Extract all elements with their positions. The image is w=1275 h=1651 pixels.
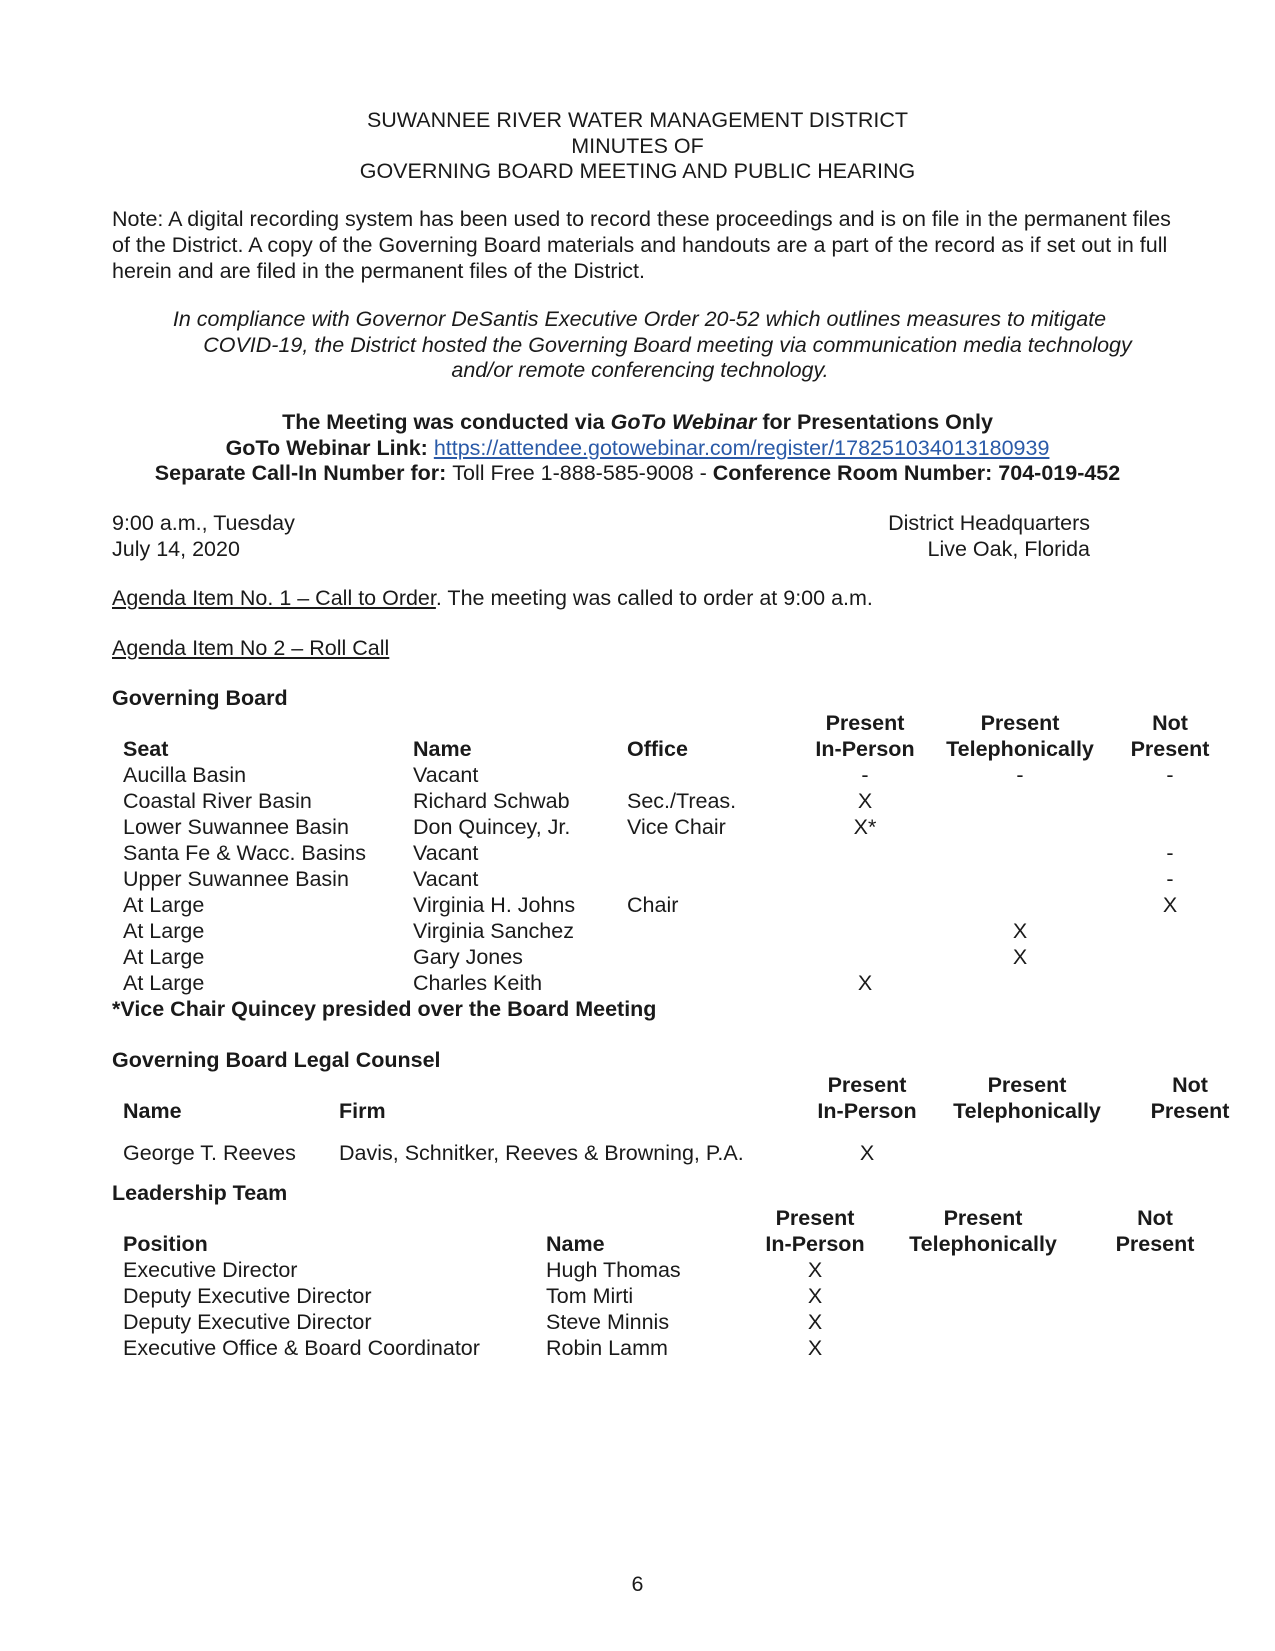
callin-number: Toll Free 1-888-585-9008 - — [452, 461, 713, 485]
webinar-text-c: for Presentations Only — [756, 410, 993, 434]
gb-name: Virginia Sanchez — [413, 919, 574, 943]
gb-seat: At Large — [123, 919, 205, 943]
lt-header-not-1: Not — [1137, 1206, 1173, 1230]
leadership-heading: Leadership Team — [112, 1181, 288, 1205]
gb-header-inperson-1: Present — [825, 711, 905, 735]
gb-name: Don Quincey, Jr. — [413, 815, 571, 839]
gb-inperson: X — [857, 971, 873, 995]
gb-office: Chair — [627, 893, 679, 917]
lt-inperson: X — [807, 1258, 823, 1282]
covid-line-3: and/or remote conferencing technology. — [451, 358, 829, 382]
conference-room-number: Conference Room Number: 704-019-452 — [712, 461, 1121, 485]
district-title: SUWANNEE RIVER WATER MANAGEMENT DISTRICT — [366, 108, 909, 132]
agenda-item-1-title: Agenda Item No. 1 – Call to Order — [112, 586, 436, 610]
gb-name: Vacant — [413, 841, 479, 865]
lt-name: Tom Mirti — [546, 1284, 634, 1308]
page-number: 6 — [631, 1572, 644, 1596]
gb-header-office: Office — [627, 737, 688, 761]
lc-header-tele-2: Telephonically — [953, 1099, 1101, 1123]
gb-name: Gary Jones — [413, 945, 523, 969]
callin-label: Separate Call-In Number for: — [154, 461, 453, 485]
meeting-date: July 14, 2020 — [112, 537, 240, 561]
gb-footnote: *Vice Chair Quincey presided over the Board Meeting — [112, 997, 657, 1021]
gb-seat: At Large — [123, 945, 205, 969]
gb-seat: Lower Suwannee Basin — [123, 815, 349, 839]
lt-position: Deputy Executive Director — [123, 1284, 372, 1308]
lc-header-tele-1: Present — [987, 1073, 1067, 1097]
lt-position: Executive Director — [123, 1258, 298, 1282]
recording-note: Note: A digital recording system has been used to record these proceedings and is on file in the permanent files of the District. A copy of the Governing Board materials and handouts are a part of the record as if set out in full herein and are filed in the permanent files of the District. — [112, 207, 1171, 283]
lc-header-name: Name — [123, 1099, 182, 1123]
lt-header-name: Name — [546, 1232, 605, 1256]
webinar-line — [0, 409, 1275, 435]
callin-line — [0, 460, 1275, 486]
meeting-location-1: District Headquarters — [888, 511, 1090, 535]
agenda-item-2-title: Agenda Item No 2 – Roll Call — [112, 636, 390, 660]
lt-header-tele-2: Telephonically — [909, 1232, 1057, 1256]
agenda-item-1 — [112, 585, 873, 611]
lt-header-not-2: Present — [1115, 1232, 1195, 1256]
gb-header-seat: Seat — [123, 737, 169, 761]
lt-header-tele-1: Present — [943, 1206, 1023, 1230]
meeting-title: GOVERNING BOARD MEETING AND PUBLIC HEARING — [359, 159, 916, 183]
lt-position: Deputy Executive Director — [123, 1310, 372, 1334]
lc-header-inperson-1: Present — [827, 1073, 907, 1097]
gb-tele: X — [1012, 919, 1028, 943]
gb-seat: At Large — [123, 893, 205, 917]
lc-header-not-2: Present — [1150, 1099, 1230, 1123]
gb-not: - — [1166, 841, 1174, 865]
gb-name: Vacant — [413, 763, 479, 787]
lt-name: Steve Minnis — [546, 1310, 670, 1334]
gb-office: Vice Chair — [627, 815, 726, 839]
webinar-text-a: The Meeting was conducted via — [282, 410, 611, 434]
gb-seat: Aucilla Basin — [123, 763, 247, 787]
governing-board-heading: Governing Board — [112, 686, 288, 710]
gb-name: Charles Keith — [413, 971, 543, 995]
gb-tele: X — [1012, 945, 1028, 969]
gb-name: Richard Schwab — [413, 789, 570, 813]
meeting-location-2: Live Oak, Florida — [927, 537, 1090, 561]
gb-header-tele-1: Present — [980, 711, 1060, 735]
lt-inperson: X — [807, 1310, 823, 1334]
gb-seat: Santa Fe & Wacc. Basins — [123, 841, 366, 865]
lt-inperson: X — [807, 1284, 823, 1308]
gb-header-tele-2: Telephonically — [946, 737, 1094, 761]
gb-inperson: X — [857, 789, 873, 813]
webinar-link-label: GoTo Webinar Link: — [225, 436, 434, 460]
lt-header-inperson-2: In-Person — [765, 1232, 865, 1256]
lt-inperson: X — [807, 1336, 823, 1360]
covid-line-1: In compliance with Governor DeSantis Executive Order 20-52 which outlines measures to mitigate — [172, 307, 1107, 331]
gb-office: Sec./Treas. — [627, 789, 737, 813]
gb-header-name: Name — [413, 737, 472, 761]
meeting-time: 9:00 a.m., Tuesday — [112, 511, 295, 535]
gb-name: Vacant — [413, 867, 479, 891]
lt-name: Hugh Thomas — [546, 1258, 681, 1282]
gb-inperson: - — [861, 763, 869, 787]
legal-counsel-heading: Governing Board Legal Counsel — [112, 1048, 441, 1072]
minutes-of-title: MINUTES OF — [571, 134, 704, 158]
agenda-item-1-text: . The meeting was called to order at 9:00 a.m. — [435, 586, 873, 610]
gb-seat: At Large — [123, 971, 205, 995]
lc-name: George T. Reeves — [123, 1141, 296, 1165]
lc-header-inperson-2: In-Person — [817, 1099, 917, 1123]
lc-firm: Davis, Schnitker, Reeves & Browning, P.A. — [339, 1141, 744, 1165]
webinar-name: GoTo Webinar — [610, 410, 757, 434]
covid-line-2: COVID-19, the District hosted the Governing Board meeting via communication media technology — [203, 333, 1132, 357]
lc-header-not-1: Not — [1172, 1073, 1208, 1097]
gb-seat: Upper Suwannee Basin — [123, 867, 349, 891]
lt-name: Robin Lamm — [546, 1336, 668, 1360]
gb-name: Virginia H. Johns — [413, 893, 576, 917]
lt-position: Executive Office & Board Coordinator — [123, 1336, 480, 1360]
gb-not: X — [1162, 893, 1178, 917]
gb-header-not-2: Present — [1130, 737, 1210, 761]
gb-header-inperson-2: In-Person — [815, 737, 915, 761]
webinar-link[interactable]: https://attendee.gotowebinar.com/register/178251034013180939 — [433, 436, 1050, 460]
lc-inperson: X — [859, 1141, 875, 1165]
gb-seat: Coastal River Basin — [123, 789, 312, 813]
gb-header-not-1: Not — [1152, 711, 1188, 735]
gb-inperson: X* — [853, 815, 877, 839]
lc-header-firm: Firm — [339, 1099, 386, 1123]
gb-tele: - — [1016, 763, 1024, 787]
lt-header-inperson-1: Present — [775, 1206, 855, 1230]
gb-not: - — [1166, 763, 1174, 787]
webinar-link-line — [0, 435, 1275, 461]
gb-not: - — [1166, 867, 1174, 891]
lt-header-position: Position — [123, 1232, 208, 1256]
